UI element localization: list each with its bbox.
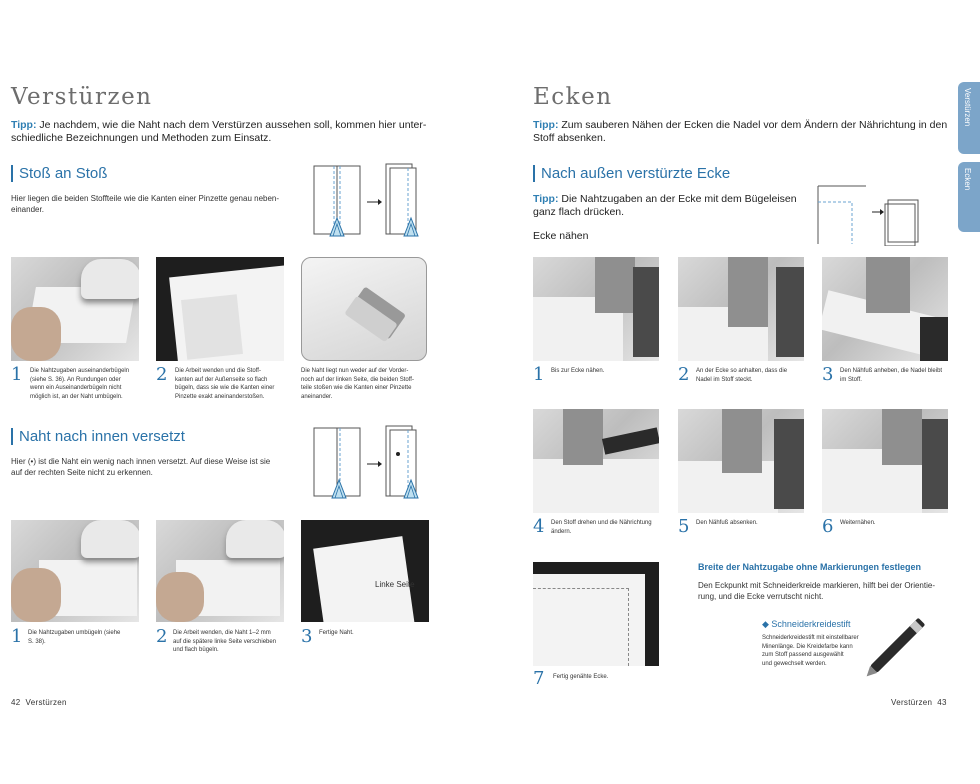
caption-line: ändern. bbox=[551, 528, 572, 535]
caption-line: bügeln, dass sie wie die Kanten einer bbox=[175, 385, 275, 391]
tip-left bbox=[11, 119, 431, 145]
info-sub-line: Schneiderkreidestift mit einstellbarer bbox=[762, 635, 859, 641]
step-number: 1 bbox=[11, 364, 23, 385]
caption-line: Fertig genähte Ecke. bbox=[553, 674, 609, 680]
page-title-right: Ecken bbox=[533, 84, 613, 110]
caption-line: Weiternähen. bbox=[840, 520, 876, 526]
arrow-right-icon bbox=[872, 209, 884, 215]
tip-text-line: Stoff absenken. bbox=[533, 132, 606, 144]
photo-step-1-fold bbox=[11, 520, 139, 622]
photo-ecke-step-4 bbox=[533, 409, 659, 513]
caption-line: kanten auf der Außenseite so flach bbox=[175, 376, 268, 383]
photo-ecke-step-6 bbox=[822, 409, 948, 513]
diagram-ecke bbox=[816, 182, 926, 246]
caption-line: Die Arbeit wenden und die Stoff- bbox=[175, 368, 261, 374]
info-sub-line: Minenlänge. Die Kreidefarbe kann bbox=[762, 643, 853, 650]
step-caption bbox=[696, 519, 806, 528]
caption-line: Die Arbeit wenden, die Naht 1–2 mm bbox=[173, 630, 271, 636]
tip-text-line: ganz flach drücken. bbox=[533, 206, 625, 218]
step-caption bbox=[28, 629, 138, 646]
step-number: 1 bbox=[11, 626, 23, 647]
step-number: 4 bbox=[533, 516, 545, 537]
caption-line: Den Nähfuß anheben, die Nadel bleibt bbox=[840, 368, 943, 374]
photo-ecke-step-1 bbox=[533, 257, 659, 361]
section-title-versetzt: Naht nach innen versetzt bbox=[11, 428, 185, 445]
intro-line: auf der rechten Seite nicht zu erkennen. bbox=[11, 468, 153, 477]
photo-ecke-step-2 bbox=[678, 257, 804, 361]
caption-line: und flach bügeln. bbox=[173, 647, 219, 653]
step-caption bbox=[696, 367, 806, 384]
section-title-stoss: Stoß an Stoß bbox=[11, 165, 107, 182]
photo-step-1-ironing bbox=[11, 257, 139, 361]
info-text bbox=[698, 580, 958, 602]
info-sub-line: zum Stoff passend ausgewählt bbox=[762, 652, 844, 658]
step-number: 7 bbox=[533, 668, 545, 689]
step-number: 3 bbox=[301, 626, 313, 647]
tip-text-line: schiedliche Bezeichnungen und Methoden zum Einsatz. bbox=[11, 132, 272, 144]
tip-label: Tipp: bbox=[533, 193, 559, 205]
intro-line: einander. bbox=[11, 205, 44, 214]
footer-title: Verstürzen bbox=[25, 698, 67, 707]
photo-step-3-finished bbox=[301, 520, 429, 622]
intro-line: Hier (•) ist die Naht ein wenig nach innen versetzt. Auf diese Weise ist sie bbox=[11, 457, 271, 466]
caption-line: auf die spätere linke Seite verschieben bbox=[173, 638, 277, 645]
pencil-icon bbox=[860, 604, 944, 678]
caption-line: noch auf der linken Seite, die beiden Stoff- bbox=[301, 376, 414, 383]
info-line: Den Eckpunkt mit Schneiderkreide markieren, hilft bei der Orientie- bbox=[698, 581, 935, 590]
caption-line: Fertige Naht. bbox=[319, 630, 354, 636]
step-caption bbox=[175, 367, 283, 401]
caption-line: möglich ist, an der Naht umbügeln. bbox=[30, 393, 123, 400]
step-number: 5 bbox=[678, 516, 690, 537]
info-subtitle: ◆ Schneiderkreidestift bbox=[762, 619, 851, 629]
page-number: 43 bbox=[937, 698, 947, 707]
caption-line: wenn ein Auseinanderbügeln nicht bbox=[30, 385, 122, 391]
caption-line: im Stoff. bbox=[840, 376, 862, 383]
tip-ecke bbox=[533, 193, 803, 219]
footer-title: Verstürzen bbox=[891, 698, 933, 707]
photo-ecke-step-3 bbox=[822, 257, 948, 361]
info-title: Breite der Nahtzugabe ohne Markierungen festlegen bbox=[698, 562, 922, 572]
section-intro-stoss bbox=[11, 193, 301, 215]
info-sub-line: und gewechselt werden. bbox=[762, 660, 827, 667]
info-line: rung, und die Ecke verrutscht nicht. bbox=[698, 592, 824, 601]
photo-ecke-step-5 bbox=[678, 409, 804, 513]
photo-step-2-press bbox=[156, 520, 284, 622]
step-caption bbox=[551, 519, 661, 536]
caption-line: Bis zur Ecke nähen. bbox=[551, 368, 605, 374]
step-number: 2 bbox=[156, 364, 168, 385]
caption-line: Pinzette exakt aneinanderstoßen. bbox=[175, 393, 265, 400]
step-number: 2 bbox=[678, 364, 690, 385]
tip-text-line: Je nachdem, wie die Naht nach dem Verstürzen aussehen soll, kommen hier unter- bbox=[36, 119, 427, 131]
subheading-ecke-naehen: Ecke nähen bbox=[533, 230, 589, 242]
page-number: 42 bbox=[11, 698, 21, 707]
step-caption bbox=[301, 367, 429, 401]
section-title-ecke: Nach außen verstürzte Ecke bbox=[533, 165, 730, 182]
caption-line: Den Nähfuß absenken. bbox=[696, 520, 758, 526]
tip-text-line: Zum sauberen Nähen der Ecken die Nadel vor dem Ändern der Nährichtung in den bbox=[558, 119, 948, 131]
step-number: 2 bbox=[156, 626, 168, 647]
photo-step-3-tweezers bbox=[301, 257, 427, 361]
caption-line: (siehe S. 36). An Rundungen oder bbox=[30, 376, 121, 383]
photo-step-2-fabric bbox=[156, 257, 284, 361]
step-caption bbox=[840, 367, 952, 384]
side-tab-verstuerzen[interactable] bbox=[958, 82, 980, 154]
step-caption bbox=[319, 629, 419, 638]
tip-right bbox=[533, 119, 953, 145]
arrow-right-icon bbox=[367, 461, 382, 467]
section-intro-versetzt bbox=[11, 456, 301, 478]
page-title-left: Verstürzen bbox=[11, 84, 153, 110]
step-caption bbox=[551, 367, 659, 376]
caption-line: S. 38). bbox=[28, 638, 46, 645]
tip-text-line: Die Nahtzugaben an der Ecke mit dem Bügeleisen bbox=[558, 193, 797, 205]
caption-line: Den Stoff drehen und die Nährichtung bbox=[551, 520, 652, 526]
diagram-stoss bbox=[312, 160, 432, 242]
caption-line: Die Nahtzugaben umbügeln (siehe bbox=[28, 630, 121, 636]
step-number: 3 bbox=[822, 364, 834, 385]
caption-line: Die Naht liegt nun weder auf der Vorder- bbox=[301, 368, 409, 374]
side-tab-ecken[interactable] bbox=[958, 162, 980, 232]
side-tab-label: Ecken bbox=[963, 168, 972, 191]
arrow-right-icon bbox=[367, 199, 382, 205]
tip-label: Tipp: bbox=[11, 119, 37, 131]
caption-line: Nadel im Stoff steckt. bbox=[696, 376, 753, 383]
caption-line: An der Ecke so anhalten, dass die bbox=[696, 368, 788, 374]
caption-line: aneinander. bbox=[301, 393, 333, 400]
step-caption bbox=[840, 519, 950, 528]
intro-line: Hier liegen die beiden Stoffteile wie die Kanten einer Pinzette genau neben- bbox=[11, 194, 280, 203]
step-caption bbox=[30, 367, 138, 401]
step-number: 1 bbox=[533, 364, 545, 385]
step-caption bbox=[173, 629, 285, 655]
step-number: 6 bbox=[822, 516, 834, 537]
footer-left bbox=[11, 698, 67, 707]
caption-line: Die Nahtzugaben auseinanderbügeln bbox=[30, 368, 130, 374]
photo-label: Linke Seite bbox=[375, 580, 415, 589]
side-tab-label: Verstürzen bbox=[963, 88, 972, 127]
diagram-versetzt bbox=[312, 422, 432, 504]
tip-label: Tipp: bbox=[533, 119, 559, 131]
step-caption bbox=[553, 673, 663, 682]
footer-right bbox=[891, 698, 947, 707]
photo-ecke-step-7 bbox=[533, 562, 659, 666]
caption-line: teile stoßen wie die Kanten einer Pinzette bbox=[301, 385, 412, 391]
